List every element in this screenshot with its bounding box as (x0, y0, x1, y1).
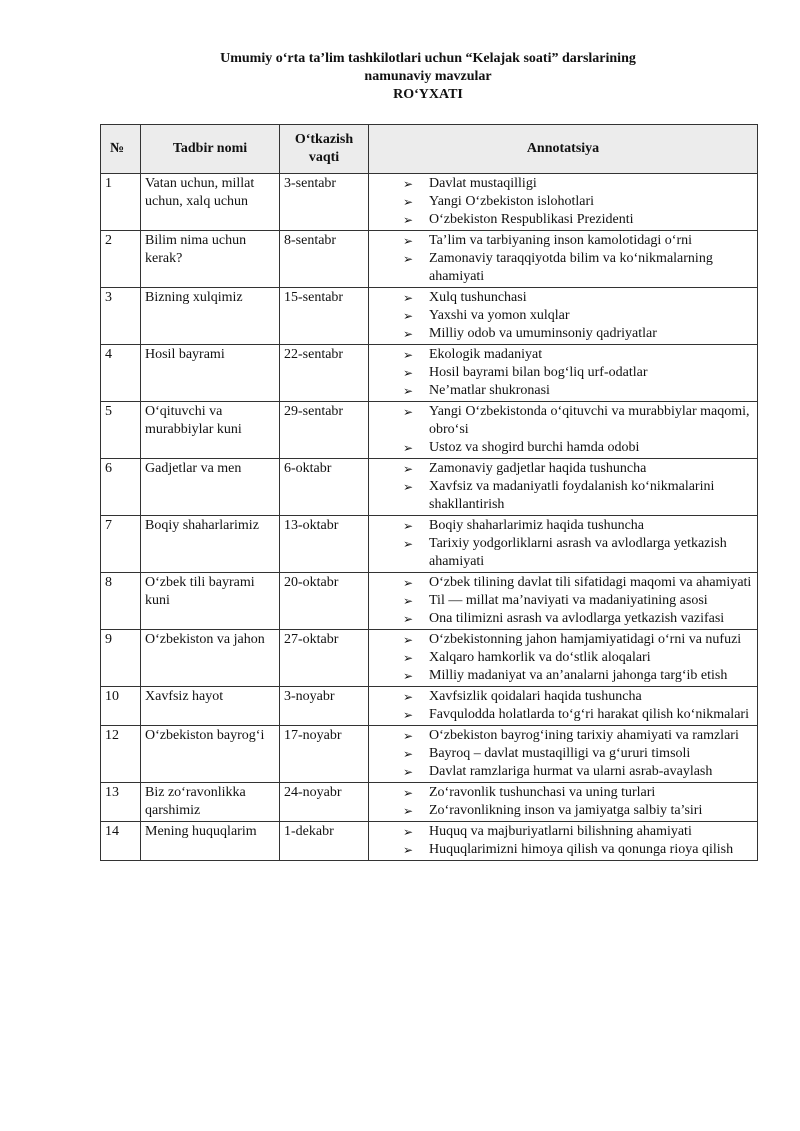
annotation-list (373, 727, 753, 781)
arrowhead-bullet-icon: ➢ (403, 708, 414, 722)
arrowhead-bullet-icon: ➢ (403, 291, 414, 305)
arrowhead-bullet-icon: ➢ (403, 825, 414, 839)
arrowhead-bullet-icon: ➢ (403, 480, 414, 494)
arrowhead-bullet-icon: ➢ (403, 405, 414, 419)
document-title (28, 50, 800, 104)
event-date: 13-oktabr (280, 516, 369, 573)
table-row (101, 516, 758, 573)
annotation-text: Ekologik madaniyat (429, 347, 543, 362)
arrowhead-bullet-icon: ➢ (403, 348, 414, 362)
arrowhead-bullet-icon: ➢ (403, 537, 414, 551)
event-date: 6-oktabr (280, 459, 369, 516)
table-row (101, 231, 758, 288)
annotation-text: Yangi O‘zbekistonda o‘qituvchi va murabbiylar maqomi, obro‘si (429, 404, 750, 437)
title-line-1: Umumiy o‘rta ta’lim tashkilotlari uchun “Kelajak soati” darslarining (220, 51, 636, 66)
annotation-text: Yangi O‘zbekiston islohotlari (429, 194, 595, 209)
annotation-list (373, 517, 753, 571)
event-name: Biz zo‘ravonlikka qarshimiz (141, 783, 280, 822)
table-header-row (101, 125, 758, 174)
annotation-list (373, 175, 753, 229)
row-number: 9 (101, 630, 141, 687)
annotation-item (403, 535, 753, 571)
annotation-cell (369, 516, 758, 573)
event-date: 20-oktabr (280, 573, 369, 630)
row-number: 5 (101, 402, 141, 459)
arrowhead-bullet-icon: ➢ (403, 765, 414, 779)
table-row (101, 459, 758, 516)
annotation-item (403, 439, 753, 457)
annotation-text: O‘zbekiston bayrog‘ining tarixiy ahamiyati va ramzlari (429, 728, 739, 743)
row-number: 2 (101, 231, 141, 288)
table-row (101, 687, 758, 726)
annotation-text: Milliy madaniyat va an’analarni jahonga targ‘ib etish (429, 668, 728, 683)
annotation-text: Yaxshi va yomon xulqlar (429, 308, 570, 323)
table-row (101, 402, 758, 459)
annotation-item (403, 460, 753, 478)
arrowhead-bullet-icon: ➢ (403, 177, 414, 191)
annotation-item (403, 823, 753, 841)
row-number: 3 (101, 288, 141, 345)
arrowhead-bullet-icon: ➢ (403, 651, 414, 665)
topics-table (100, 124, 758, 861)
annotation-text: Zo‘ravonlik tushunchasi va uning turlari (429, 785, 656, 800)
annotation-text: Ta’lim va tarbiyaning inson kamolotidagi o‘rni (429, 233, 693, 248)
annotation-item (403, 841, 753, 859)
table-row (101, 783, 758, 822)
annotation-item (403, 517, 753, 535)
annotation-text: Xavfsizlik qoidalari haqida tushuncha (429, 689, 642, 704)
annotation-text: Favqulodda holatlarda to‘g‘ri harakat qilish ko‘nikmalari (429, 707, 749, 722)
annotation-item (403, 631, 753, 649)
arrowhead-bullet-icon: ➢ (403, 669, 414, 683)
annotation-item (403, 289, 753, 307)
annotation-cell (369, 459, 758, 516)
annotation-item (403, 382, 753, 400)
annotation-item (403, 649, 753, 667)
arrowhead-bullet-icon: ➢ (403, 252, 414, 266)
row-number: 12 (101, 726, 141, 783)
event-date: 3-noyabr (280, 687, 369, 726)
arrowhead-bullet-icon: ➢ (403, 195, 414, 209)
event-date: 8-sentabr (280, 231, 369, 288)
annotation-list (373, 823, 753, 859)
event-name: Xavfsiz hayot (141, 687, 280, 726)
annotation-text: Boqiy shaharlarimiz haqida tushuncha (429, 518, 644, 533)
event-date: 29-sentabr (280, 402, 369, 459)
event-name: Vatan uchun, millat uchun, xalq uchun (141, 174, 280, 231)
annotation-list (373, 346, 753, 400)
column-header-number: № (101, 125, 141, 174)
annotation-text: Huquq va majburiyatlarni bilishning ahamiyati (429, 824, 692, 839)
annotation-item (403, 802, 753, 820)
annotation-item (403, 574, 753, 592)
arrowhead-bullet-icon: ➢ (403, 786, 414, 800)
annotation-text: Xulq tushunchasi (429, 290, 527, 305)
annotation-item (403, 403, 753, 439)
annotation-text: Hosil bayrami bilan bog‘liq urf-odatlar (429, 365, 648, 380)
arrowhead-bullet-icon: ➢ (403, 441, 414, 455)
annotation-cell (369, 231, 758, 288)
annotation-text: Zamonaviy taraqqiyotda bilim va ko‘nikmalarning ahamiyati (429, 251, 713, 284)
arrowhead-bullet-icon: ➢ (403, 462, 414, 476)
annotation-item (403, 592, 753, 610)
event-name: O‘zbekiston va jahon (141, 630, 280, 687)
annotation-text: Davlat mustaqilligi (429, 176, 537, 191)
annotation-text: Xalqaro hamkorlik va do‘stlik aloqalari (429, 650, 651, 665)
annotation-text: Huquqlarimizni himoya qilish va qonunga rioya qilish (429, 842, 734, 857)
row-number: 13 (101, 783, 141, 822)
table-row (101, 630, 758, 687)
event-name: Mening huquqlarim (141, 822, 280, 861)
annotation-item (403, 706, 753, 724)
annotation-item (403, 364, 753, 382)
title-line-3: RO‘YXATI (393, 87, 463, 102)
event-name: Boqiy shaharlarimiz (141, 516, 280, 573)
event-name: O‘qituvchi va murabbiylar kuni (141, 402, 280, 459)
annotation-text: Milliy odob va umuminsoniy qadriyatlar (429, 326, 657, 341)
annotation-cell (369, 402, 758, 459)
row-number: 7 (101, 516, 141, 573)
row-number: 14 (101, 822, 141, 861)
annotation-text: Davlat ramzlariga hurmat va ularni asrab-avaylash (429, 764, 713, 779)
annotation-text: Til — millat ma’naviyati va madaniyatining asosi (429, 593, 708, 608)
arrowhead-bullet-icon: ➢ (403, 384, 414, 398)
annotation-item (403, 175, 753, 193)
annotation-text: Ustoz va shogird burchi hamda odobi (429, 440, 640, 455)
arrowhead-bullet-icon: ➢ (403, 519, 414, 533)
event-name: Bilim nima uchun kerak? (141, 231, 280, 288)
event-name: Hosil bayrami (141, 345, 280, 402)
arrowhead-bullet-icon: ➢ (403, 690, 414, 704)
annotation-list (373, 574, 753, 628)
table-body (101, 174, 758, 861)
annotation-item (403, 478, 753, 514)
annotation-item (403, 727, 753, 745)
event-name: Gadjetlar va men (141, 459, 280, 516)
arrowhead-bullet-icon: ➢ (403, 747, 414, 761)
arrowhead-bullet-icon: ➢ (403, 234, 414, 248)
annotation-list (373, 232, 753, 286)
event-date: 15-sentabr (280, 288, 369, 345)
annotation-cell (369, 288, 758, 345)
annotation-text: O‘zbek tilining davlat tili sifatidagi maqomi va ahamiyati (429, 575, 752, 590)
column-header-annotation: Annotatsiya (369, 125, 758, 174)
arrowhead-bullet-icon: ➢ (403, 729, 414, 743)
annotation-item (403, 325, 753, 343)
arrowhead-bullet-icon: ➢ (403, 576, 414, 590)
row-number: 10 (101, 687, 141, 726)
table-row (101, 573, 758, 630)
annotation-item (403, 346, 753, 364)
annotation-cell (369, 822, 758, 861)
annotation-item (403, 610, 753, 628)
annotation-list (373, 460, 753, 514)
annotation-item (403, 211, 753, 229)
row-number: 4 (101, 345, 141, 402)
arrowhead-bullet-icon: ➢ (403, 309, 414, 323)
arrowhead-bullet-icon: ➢ (403, 213, 414, 227)
annotation-cell (369, 174, 758, 231)
annotation-item (403, 250, 753, 286)
event-date: 17-noyabr (280, 726, 369, 783)
annotation-list (373, 403, 753, 457)
event-name: O‘zbek tili bayrami kuni (141, 573, 280, 630)
event-date: 3-sentabr (280, 174, 369, 231)
annotation-item (403, 232, 753, 250)
annotation-cell (369, 726, 758, 783)
arrowhead-bullet-icon: ➢ (403, 843, 414, 857)
annotation-text: Zo‘ravonlikning inson va jamiyatga salbiy ta’siri (429, 803, 703, 818)
annotation-text: Xavfsiz va madaniyatli foydalanish ko‘nikmalarini shakllantirish (429, 479, 715, 512)
event-name: Bizning xulqimiz (141, 288, 280, 345)
title-line-2: namunaviy mavzular (364, 69, 492, 84)
annotation-list (373, 631, 753, 685)
annotation-cell (369, 345, 758, 402)
event-name: O‘zbekiston bayrog‘i (141, 726, 280, 783)
arrowhead-bullet-icon: ➢ (403, 327, 414, 341)
annotation-list (373, 289, 753, 343)
annotation-list (373, 784, 753, 820)
column-header-event-name: Tadbir nomi (141, 125, 280, 174)
event-date: 24-noyabr (280, 783, 369, 822)
row-number: 1 (101, 174, 141, 231)
table-row (101, 174, 758, 231)
annotation-cell (369, 630, 758, 687)
arrowhead-bullet-icon: ➢ (403, 594, 414, 608)
event-date: 1-dekabr (280, 822, 369, 861)
annotation-item (403, 307, 753, 325)
annotation-item (403, 784, 753, 802)
annotation-cell (369, 783, 758, 822)
row-number: 8 (101, 573, 141, 630)
annotation-item (403, 688, 753, 706)
annotation-text: Tarixiy yodgorliklarni asrash va avlodlarga yetkazish ahamiyati (429, 536, 727, 569)
table-row (101, 288, 758, 345)
table-row (101, 726, 758, 783)
column-header-date: O‘tkazish vaqti (280, 125, 369, 174)
annotation-item (403, 745, 753, 763)
annotation-cell (369, 687, 758, 726)
arrowhead-bullet-icon: ➢ (403, 633, 414, 647)
arrowhead-bullet-icon: ➢ (403, 804, 414, 818)
annotation-item (403, 193, 753, 211)
annotation-text: Zamonaviy gadjetlar haqida tushuncha (429, 461, 647, 476)
arrowhead-bullet-icon: ➢ (403, 366, 414, 380)
row-number: 6 (101, 459, 141, 516)
annotation-text: O‘zbekistonning jahon hamjamiyatidagi o‘rni va nufuzi (429, 632, 742, 647)
annotation-text: Ona tilimizni asrash va avlodlarga yetkazish vazifasi (429, 611, 725, 626)
annotation-item (403, 667, 753, 685)
event-date: 27-oktabr (280, 630, 369, 687)
annotation-text: O‘zbekiston Respublikasi Prezidenti (429, 212, 634, 227)
arrowhead-bullet-icon: ➢ (403, 612, 414, 626)
annotation-list (373, 688, 753, 724)
table-row (101, 822, 758, 861)
table-row (101, 345, 758, 402)
annotation-cell (369, 573, 758, 630)
annotation-text: Ne’matlar shukronasi (429, 383, 550, 398)
event-date: 22-sentabr (280, 345, 369, 402)
annotation-item (403, 763, 753, 781)
annotation-text: Bayroq – davlat mustaqilligi va g‘ururi timsoli (429, 746, 691, 761)
